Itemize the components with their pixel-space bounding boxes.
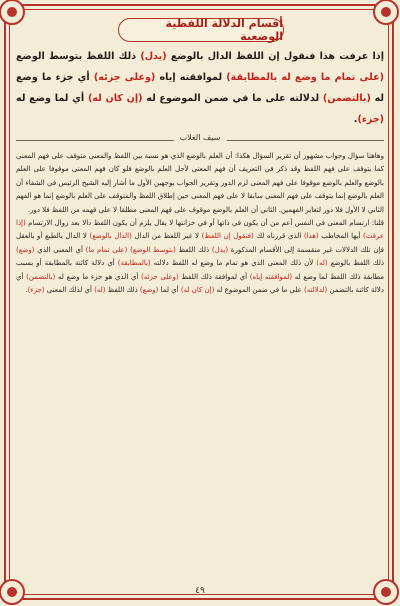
commentary-segment: ذلك اللفظ [175, 245, 212, 254]
commentary-highlight: (فنقول إن اللفظ) [201, 232, 254, 241]
commentary-title: سيف الغلاب [174, 133, 227, 142]
commentary-segment: أي المعنى الذي [34, 245, 86, 254]
commentary-segment: أي لذلك المعنى [44, 286, 95, 295]
commentary-highlight: (على تمام ما) [85, 245, 128, 254]
content-area [16, 46, 384, 297]
main-highlight: (إن كان له) [87, 93, 143, 104]
commentary-highlight: (هذا) [303, 232, 319, 241]
commentary-segment: أي دلالة كائنة بالتضمن [16, 272, 384, 295]
commentary-segment: الذي قررناه لك [253, 232, 304, 241]
commentary-segment: لا الدال بالطبع أو بالعقل فإن تلك الدلالات غير منقسمة إلى الأقسام المذكورة [16, 232, 384, 254]
main-text [16, 46, 384, 130]
corner-ornament-icon [373, 0, 399, 25]
commentary-highlight: (وضع) [16, 245, 35, 254]
main-text-segment: . [353, 114, 358, 125]
commentary-highlight: (لدلالته) [304, 286, 328, 295]
commentary-segment: أي لموافقة ذلك اللفظ [178, 272, 250, 281]
main-highlight: (جزء) [357, 114, 384, 125]
commentary-highlight: (إن كان له) [180, 286, 215, 295]
commentary-segment: لأن ذلك المعنى الذي هو تمام ما وضع له اللفظ دلالته [150, 259, 317, 268]
commentary-highlight: (إذا عرفت) [16, 219, 385, 241]
commentary-segment: قلنا: ارتسام المعنى في النفس أعم من أن يكون في ذاتها أو في خزانتها لا يقال يلزم أن يكون اللفظ دالا بعد زوال الارتسام [25, 219, 384, 228]
corner-ornament-icon [0, 0, 25, 25]
section-title-box [118, 18, 284, 42]
section-title: أقسام الدلالة اللفظية الوضعية [165, 17, 283, 43]
commentary-highlight: (له) [316, 259, 328, 268]
commentary-text [16, 150, 384, 297]
page-number: ٤٩ [195, 586, 205, 596]
main-text-segment: ذلك اللفظ بتوسط الوضع [16, 51, 141, 62]
commentary-segment: أي دلالة كائنة بالمطابقة أو بسبب مطابقة ذلك اللفظ لما وضع له [16, 259, 384, 281]
commentary-highlight: (له) [94, 286, 106, 295]
commentary-highlight: (جزء) [27, 286, 45, 295]
commentary-paragraph: وهاهنا سؤال وجواب مشهور أن تقرير السؤال هكذا: أن العلم بالوضع الذي هو نسبة بين اللفظ والمعنى متوقف على فهم المعنى كما يتوقف على فهم اللفظ وقد ذكر في التعريف أن فهم المعنى لأجل العلم بالوضع فلو كان فهم المعنى موقوفا على العلم بالوضع والعلم بالوضع موقوفا على فهم المعنى لزم الدور وتقرير الجواب بوجهين الأول ما أشار إليه الشيخ الرئيس في الشفاء أن العلم بالوضع إنما يتوقف على فهم المعنى سابقا لا على فهم المعنى حين إطلاق اللفظ والمتوقف على العلم بالوضع إنما هو الفهم الثاني لا الأول فلا دور لتغاير الفهمين. الثاني أن العلم بالوضع موقوف على فهم المعنى مطلقا لا على فهمه من اللفظ فلا دور. [16, 152, 384, 214]
commentary-segment: على ما في ضمن الموضوع له [214, 286, 304, 295]
main-highlight: (على تمام ما وضع له بالمطابقة) [226, 72, 385, 83]
commentary-highlight: (بتوسط الوضع) [130, 245, 176, 254]
main-text-segment: أي لما وضع له [16, 93, 88, 104]
commentary-highlight: (يدل) [211, 245, 229, 254]
main-highlight: (بالتضمن) [322, 93, 371, 104]
main-highlight: (وعلى جزئه) [93, 72, 156, 83]
main-text-segment: إذا عرفت هذا فنقول إن اللفظ الدال بالوضع [166, 51, 384, 62]
commentary-highlight: (الدال بالوضع) [89, 232, 132, 241]
commentary-highlight: (وعلى جزئه) [141, 272, 179, 281]
main-highlight: (يدل) [140, 51, 167, 62]
commentary-segment: أي الذي هو جزء ما وضع له [55, 272, 142, 281]
commentary-highlight: (وضع) [139, 286, 159, 295]
commentary-paragraph [16, 217, 384, 297]
commentary-segment: ذلك اللفظ بالوضع [327, 259, 384, 268]
commentary-segment: ذلك اللفظ [105, 286, 140, 295]
commentary-highlight: (بالتضمن) [26, 272, 56, 281]
main-text-segment: لدلالته على ما في ضمن الموضوع له [142, 93, 323, 104]
commentary-highlight: (بالمطابقة) [117, 259, 151, 268]
main-text-segment: أي جزء ما وضع له [16, 72, 385, 104]
commentary-segment: . [25, 286, 28, 295]
main-text-segment: لموافقته إياه [155, 72, 227, 83]
commentary-divider [16, 133, 384, 147]
commentary-segment: أي لما [158, 286, 181, 295]
commentary-highlight: (لموافقته إياه) [249, 272, 293, 281]
commentary-segment: أيها المخاطب [318, 232, 364, 241]
commentary-segment: لا غير اللفظ من الدال [131, 232, 202, 241]
